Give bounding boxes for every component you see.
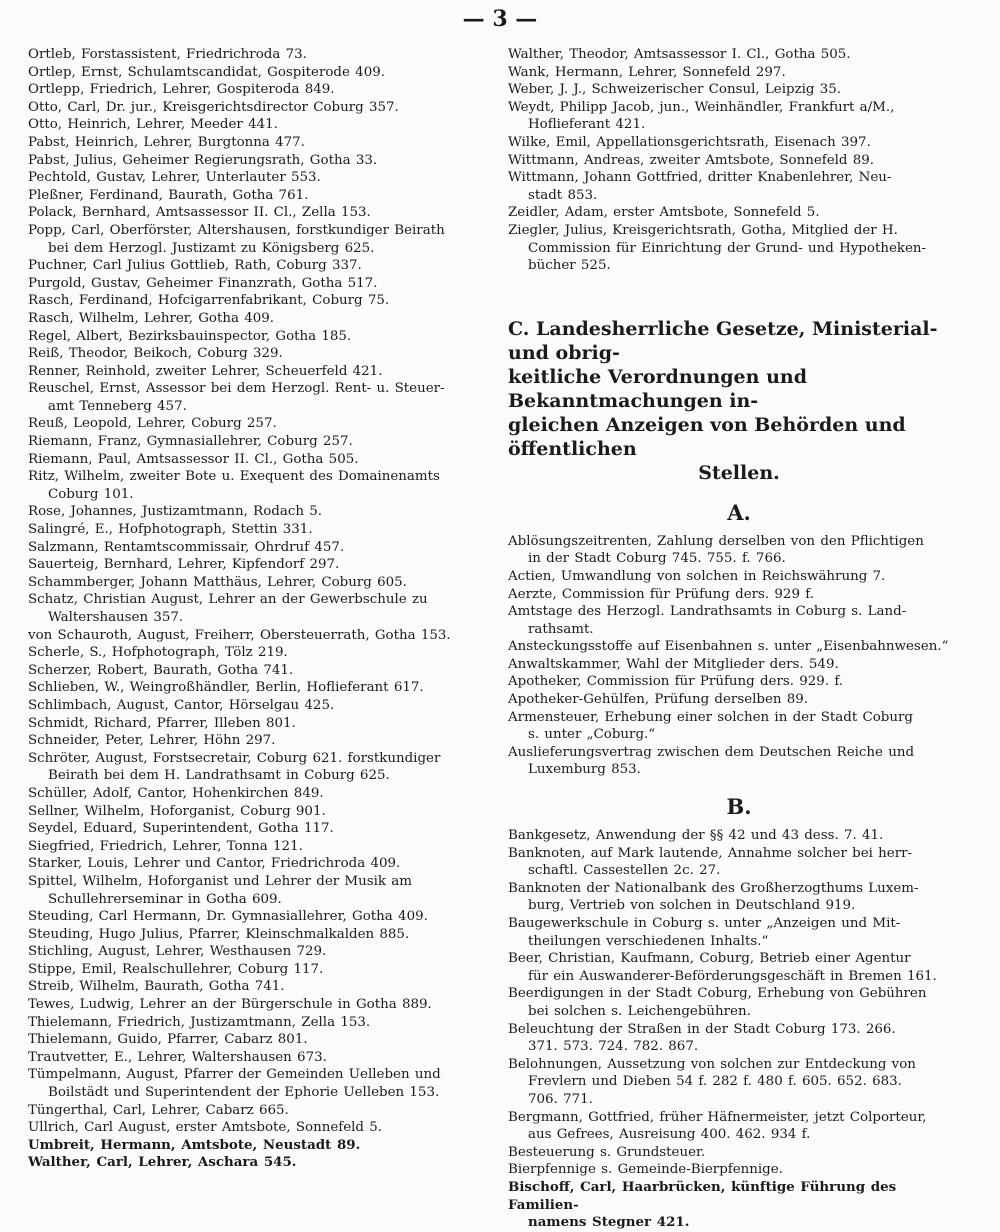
- entry-line: Trautvetter, E., Lehrer, Waltershausen 673.: [28, 1049, 327, 1065]
- entry-line: Schlieben, W., Weingroßhändler, Berlin, Hoflieferant 617.: [28, 680, 424, 696]
- entry-line: Walther, Carl, Lehrer, Aschara 545.: [28, 1154, 297, 1171]
- entry-line: Steuding, Hugo Julius, Pfarrer, Kleinschmalkalden 885.: [28, 926, 410, 942]
- name-entry: [28, 1137, 492, 1155]
- name-entry: [28, 803, 492, 821]
- entry-line: Ortlep, Ernst, Schulamtscandidat, Gospiterode 409.: [28, 64, 385, 80]
- right-column: [508, 46, 970, 1232]
- section-heading-line: keitliche Verordnungen und Bekanntmachungen in-: [508, 365, 807, 412]
- entry-line: Tüngerthal, Carl, Lehrer, Cabarz 665.: [28, 1102, 289, 1118]
- entry-line: Thielemann, Friedrich, Justizamtmann, Zella 153.: [28, 1014, 371, 1030]
- entry-line: Thielemann, Guido, Pfarrer, Cabarz 801.: [28, 1032, 308, 1048]
- section-heading-line: gleichen Anzeigen von Behörden und öffentlichen: [508, 413, 906, 460]
- name-entry: [28, 468, 492, 503]
- entry-line: Starker, Louis, Lehrer und Cantor, Friedrichroda 409.: [28, 856, 401, 872]
- subject-entry: [508, 744, 970, 779]
- entry-line: Ablösungszeitrenten, Zahlung derselben von den Pflichtigen: [508, 533, 924, 549]
- entry-continuation: stadt 853.: [528, 187, 598, 203]
- section-heading-line: Stellen.: [698, 461, 780, 484]
- name-entry: [28, 187, 492, 205]
- entry-line: Riemann, Paul, Amtsassessor II. Cl., Gotha 505.: [28, 451, 359, 467]
- entry-line: Reiß, Theodor, Beikoch, Coburg 329.: [28, 346, 283, 362]
- name-entry: [28, 556, 492, 574]
- entry-line: Schatz, Christian August, Lehrer an der Gewerbschule zu: [28, 592, 428, 608]
- name-entry: [28, 415, 492, 433]
- name-entry: [508, 81, 970, 99]
- entry-line: Riemann, Franz, Gymnasiallehrer, Coburg 257.: [28, 434, 353, 450]
- entry-line: Umbreit, Hermann, Amtsbote, Neustadt 89.: [28, 1136, 361, 1153]
- name-entry: [28, 591, 492, 626]
- entry-line: Banknoten der Nationalbank des Großherzogthums Luxem-: [508, 880, 919, 896]
- entry-line: Besteuerung s. Grundsteuer.: [508, 1144, 706, 1160]
- entry-line: Stichling, August, Lehrer, Westhausen 729.: [28, 944, 327, 960]
- entry-line: Zeidler, Adam, erster Amtsbote, Sonnefeld 5.: [508, 205, 820, 221]
- name-entry: [28, 662, 492, 680]
- name-entry: [28, 838, 492, 856]
- name-entry: [28, 574, 492, 592]
- entry-continuation: 371. 573. 724. 782. 867.: [528, 1039, 699, 1055]
- entry-continuation: für ein Auswanderer-Beförderungsgeschäft in Bremen 161.: [528, 968, 937, 984]
- entry-line: Steuding, Carl Hermann, Dr. Gymnasiallehrer, Gotha 409.: [28, 909, 428, 925]
- entry-line: Bischoff, Carl, Haarbrücken, künftige Führung des Familien-: [508, 1178, 897, 1213]
- name-entry: [28, 433, 492, 451]
- entry-line: Actien, Umwandlung von solchen in Reichswährung 7.: [508, 568, 886, 584]
- entry-line: Renner, Reinhold, zweiter Lehrer, Scheuerfeld 421.: [28, 363, 383, 379]
- entry-continuation: Boilstädt und Superintendent der Ephorie Uelleben 153.: [48, 1085, 440, 1101]
- name-entry: [28, 81, 492, 99]
- entry-line: Salingré, E., Hofphotograph, Stettin 331.: [28, 522, 313, 538]
- entry-continuation: theilungen verschiedenen Inhalts.“: [528, 933, 769, 949]
- entry-line: Schneider, Peter, Lehrer, Höhn 297.: [28, 733, 276, 749]
- entry-line: Aerzte, Commission für Prüfung ders. 929 f.: [508, 586, 814, 602]
- subject-entry: [508, 1161, 970, 1179]
- name-entry: [28, 679, 492, 697]
- name-entry: [28, 1031, 492, 1049]
- entry-line: Puchner, Carl Julius Gottlieb, Rath, Coburg 337.: [28, 258, 362, 274]
- entry-line: Apotheker, Commission für Prüfung ders. 929. f.: [508, 674, 844, 690]
- entry-line: Schammberger, Johann Matthäus, Lehrer, Coburg 605.: [28, 574, 407, 590]
- entry-continuation: Beirath bei dem H. Landrathsamt in Coburg 625.: [48, 768, 390, 784]
- entry-line: Ortleb, Forstassistent, Friedrichroda 73.: [28, 47, 307, 62]
- name-entry: [28, 451, 492, 469]
- entry-line: Popp, Carl, Oberförster, Altershausen, forstkundiger Beirath: [28, 222, 445, 238]
- name-entry: [28, 1102, 492, 1120]
- name-entry: [28, 820, 492, 838]
- name-entry: [508, 152, 970, 170]
- subject-entry: [508, 709, 970, 744]
- entry-line: Siegfried, Friedrich, Lehrer, Tonna 121.: [28, 838, 303, 854]
- subject-entry: [508, 915, 970, 950]
- letter-heading-a: A.: [727, 499, 751, 525]
- subject-entry: [508, 1179, 970, 1232]
- entry-line: Pabst, Heinrich, Lehrer, Burgtonna 477.: [28, 134, 305, 150]
- entry-line: Seydel, Eduard, Superintendent, Gotha 117.: [28, 821, 334, 837]
- name-entry: [508, 64, 970, 82]
- name-entry: [28, 1049, 492, 1067]
- name-entry: [28, 310, 492, 328]
- name-entry: [28, 1014, 492, 1032]
- entry-continuation: 706. 771.: [528, 1091, 593, 1107]
- name-entry: [508, 99, 970, 134]
- entry-line: Scherle, S., Hofphotograph, Tölz 219.: [28, 645, 288, 661]
- name-entry: [28, 275, 492, 293]
- name-entry: [28, 1119, 492, 1137]
- entry-line: Regel, Albert, Bezirksbauinspector, Gotha 185.: [28, 328, 352, 344]
- entry-line: Purgold, Gustav, Geheimer Finanzrath, Gotha 517.: [28, 275, 378, 291]
- entry-continuation: Frevlern und Dieben 54 f. 282 f. 480 f. 605. 652. 683.: [528, 1074, 902, 1090]
- entry-line: Reuß, Leopold, Lehrer, Coburg 257.: [28, 416, 277, 432]
- subject-entry: [508, 533, 970, 568]
- name-entry: [28, 715, 492, 733]
- entry-line: Ziegler, Julius, Kreisgerichtsrath, Gotha, Mitglied der H.: [508, 222, 898, 238]
- name-entry: [28, 1066, 492, 1101]
- name-entry: [28, 345, 492, 363]
- entry-line: Salzmann, Rentamtscommissair, Ohrdruf 457.: [28, 539, 345, 555]
- entry-line: Stippe, Emil, Realschullehrer, Coburg 117.: [28, 961, 324, 977]
- subject-entry: [508, 880, 970, 915]
- entry-line: Bierpfennige s. Gemeinde-Bierpfennige.: [508, 1162, 783, 1178]
- entry-line: Ritz, Wilhelm, zweiter Bote u. Exequent des Domainenamts: [28, 469, 440, 485]
- entry-line: Otto, Carl, Dr. jur., Kreisgerichtsdirector Coburg 357.: [28, 99, 399, 115]
- name-entry: [28, 873, 492, 908]
- entry-line: Pechtold, Gustav, Lehrer, Unterlauter 553.: [28, 170, 321, 186]
- name-entry: [28, 116, 492, 134]
- name-entry: [28, 785, 492, 803]
- entry-line: Bergmann, Gottfried, früher Häfnermeister, jetzt Colporteur,: [508, 1109, 927, 1125]
- entry-line: Bankgesetz, Anwendung der §§ 42 und 43 dess. 7. 41.: [508, 828, 884, 844]
- section-heading-line: C. Landesherrliche Gesetze, Ministerial- und obrig-: [508, 317, 938, 364]
- name-entry: [28, 855, 492, 873]
- entry-line: Rasch, Wilhelm, Lehrer, Gotha 409.: [28, 310, 275, 326]
- entry-line: Sauerteig, Bernhard, Lehrer, Kipfendorf 297.: [28, 557, 340, 573]
- name-entry: [28, 961, 492, 979]
- entry-line: Beleuchtung der Straßen in der Stadt Coburg 173. 266.: [508, 1021, 896, 1037]
- name-entry: [28, 328, 492, 346]
- letter-heading-b: B.: [726, 794, 752, 820]
- name-entry: [28, 134, 492, 152]
- entry-line: Walther, Theodor, Amtsassessor I. Cl., Gotha 505.: [508, 47, 851, 62]
- entry-line: Otto, Heinrich, Lehrer, Meeder 441.: [28, 117, 278, 133]
- subject-entry: [508, 673, 970, 691]
- entry-line: Wittmann, Andreas, zweiter Amtsbote, Sonnefeld 89.: [508, 152, 875, 168]
- entry-continuation: bücher 525.: [528, 258, 611, 274]
- entry-line: Amtstage des Herzogl. Landrathsamts in Coburg s. Land-: [508, 604, 907, 620]
- name-entry: [28, 732, 492, 750]
- name-entry: [28, 46, 492, 64]
- entry-line: Wilke, Emil, Appellationsgerichtsrath, Eisenach 397.: [508, 134, 871, 150]
- entry-line: Rose, Johannes, Justizamtmann, Rodach 5.: [28, 504, 322, 520]
- name-entry: [28, 644, 492, 662]
- subject-entry: [508, 845, 970, 880]
- entry-line: Schmidt, Richard, Pfarrer, Illeben 801.: [28, 715, 296, 731]
- subject-entry: [508, 1109, 970, 1144]
- name-entry: [28, 204, 492, 222]
- entry-line: Weydt, Philipp Jacob, jun., Weinhändler, Frankfurt a/M.,: [508, 99, 895, 115]
- name-entry: [28, 99, 492, 117]
- name-entry: [28, 292, 492, 310]
- entry-line: Ortlepp, Friedrich, Lehrer, Gospiteroda 849.: [28, 82, 335, 98]
- name-entry: [28, 996, 492, 1014]
- entry-continuation: rathsamt.: [528, 621, 594, 637]
- entry-line: Tewes, Ludwig, Lehrer an der Bürgerschule in Gotha 889.: [28, 997, 432, 1013]
- name-entry: [28, 978, 492, 996]
- entry-line: Sellner, Wilhelm, Hoforganist, Coburg 901.: [28, 803, 326, 819]
- name-entry: [28, 697, 492, 715]
- entries-a-list: [508, 533, 970, 779]
- entry-line: Reuschel, Ernst, Assessor bei dem Herzogl. Rent- u. Steuer-: [28, 381, 445, 397]
- subject-entry: [508, 1056, 970, 1109]
- left-column: [28, 46, 492, 1172]
- name-entry: [28, 908, 492, 926]
- entry-line: Rasch, Ferdinand, Hofcigarrenfabrikant, Coburg 75.: [28, 293, 390, 309]
- entry-line: Beer, Christian, Kaufmann, Coburg, Betrieb einer Agentur: [508, 951, 911, 967]
- entry-line: Schüller, Adolf, Cantor, Hohenkirchen 849.: [28, 785, 324, 801]
- entry-line: Baugewerkschule in Coburg s. unter „Anzeigen und Mit-: [508, 916, 901, 931]
- entry-line: Schröter, August, Forstsecretair, Coburg 621. forstkundiger: [28, 750, 441, 766]
- entry-line: Ullrich, Carl August, erster Amtsbote, Sonnefeld 5.: [28, 1120, 383, 1136]
- entry-line: Polack, Bernhard, Amtsassessor II. Cl., Zella 153.: [28, 205, 371, 221]
- subject-entry: [508, 603, 970, 638]
- subject-entry: [508, 638, 970, 656]
- entry-line: Belohnungen, Aussetzung von solchen zur Entdeckung von: [508, 1056, 916, 1072]
- subject-entry: [508, 827, 970, 845]
- entry-line: Tümpelmann, August, Pfarrer der Gemeinden Uelleben und: [28, 1067, 441, 1083]
- name-entry: [508, 169, 970, 204]
- entry-continuation: aus Gefrees, Ausreisung 400. 462. 934 f.: [528, 1127, 811, 1143]
- subject-entry: [508, 586, 970, 604]
- entry-continuation: burg, Vertrieb von solchen in Deutschland 919.: [528, 898, 856, 914]
- name-index-continued: [508, 46, 970, 275]
- subject-entry: [508, 1021, 970, 1056]
- entry-line: Anwaltskammer, Wahl der Mitglieder ders. 549.: [508, 656, 839, 672]
- name-entry: [28, 64, 492, 82]
- name-entry: [28, 750, 492, 785]
- entry-line: Scherzer, Robert, Baurath, Gotha 741.: [28, 662, 294, 678]
- subject-entry: [508, 656, 970, 674]
- name-entry: [28, 503, 492, 521]
- name-entry: [28, 926, 492, 944]
- entry-continuation: Hoflieferant 421.: [528, 117, 646, 133]
- name-entry: [508, 222, 970, 275]
- page-number: — 3 —: [462, 6, 538, 32]
- name-entry: [28, 521, 492, 539]
- entry-continuation: Commission für Einrichtung der Grund- und Hypotheken-: [528, 240, 927, 256]
- entry-continuation: s. unter „Coburg.“: [528, 727, 656, 743]
- name-entry: [28, 539, 492, 557]
- name-entry: [28, 943, 492, 961]
- section-heading-c: [508, 317, 970, 485]
- entry-line: Spittel, Wilhelm, Hoforganist und Lehrer der Musik am: [28, 873, 412, 889]
- name-entry: [28, 627, 492, 645]
- entry-line: Ansteckungsstoffe auf Eisenbahnen s. unter „Eisenbahnwesen.“: [508, 639, 949, 655]
- entry-continuation: bei dem Herzogl. Justizamt zu Königsberg 625.: [48, 240, 375, 256]
- name-entry: [28, 222, 492, 257]
- entries-b-list: [508, 827, 970, 1232]
- entry-continuation: in der Stadt Coburg 745. 755. f. 766.: [528, 551, 786, 567]
- entry-line: Armensteuer, Erhebung einer solchen in der Stadt Coburg: [508, 709, 913, 725]
- subject-entry: [508, 1144, 970, 1162]
- entry-line: Auslieferungsvertrag zwischen dem Deutschen Reiche und: [508, 744, 915, 760]
- name-entry: [508, 46, 970, 64]
- subject-entry: [508, 691, 970, 709]
- entry-line: Pabst, Julius, Geheimer Regierungsrath, Gotha 33.: [28, 152, 378, 168]
- entry-line: Wittmann, Johann Gottfried, dritter Knabenlehrer, Neu-: [508, 170, 892, 186]
- name-entry: [28, 152, 492, 170]
- subject-entry: [508, 950, 970, 985]
- entry-continuation: amt Tenneberg 457.: [48, 398, 187, 414]
- entry-continuation: schaftl. Cassestellen 2c. 27.: [528, 863, 721, 879]
- entry-continuation: Waltershausen 357.: [48, 610, 184, 625]
- entry-line: Schlimbach, August, Cantor, Hörselgau 425.: [28, 697, 335, 713]
- name-entry: [28, 257, 492, 275]
- entry-line: Streib, Wilhelm, Baurath, Gotha 741.: [28, 979, 285, 995]
- name-entry: [28, 363, 492, 381]
- entry-continuation: Coburg 101.: [48, 486, 134, 502]
- name-entry: [508, 204, 970, 222]
- name-entry: [28, 169, 492, 187]
- subject-entry: [508, 985, 970, 1020]
- entry-line: Wank, Hermann, Lehrer, Sonnefeld 297.: [508, 64, 786, 80]
- entry-line: Pleßner, Ferdinand, Baurath, Gotha 761.: [28, 187, 309, 203]
- entry-continuation: Schullehrerseminar in Gotha 609.: [48, 891, 282, 907]
- entry-line: Banknoten, auf Mark lautende, Annahme solcher bei herr-: [508, 845, 913, 861]
- entry-continuation: namens Stegner 421.: [528, 1214, 690, 1231]
- entry-line: Weber, J. J., Schweizerischer Consul, Leipzig 35.: [508, 82, 842, 98]
- entry-continuation: bei solchen s. Leichengebühren.: [528, 1003, 751, 1019]
- entry-line: von Schauroth, August, Freiherr, Obersteuerrath, Gotha 153.: [28, 627, 451, 643]
- entry-line: Apotheker-Gehülfen, Prüfung derselben 89.: [508, 692, 809, 708]
- entry-line: Beerdigungen in der Stadt Coburg, Erhebung von Gebühren: [508, 986, 927, 1002]
- name-entry: [508, 134, 970, 152]
- name-entry: [28, 380, 492, 415]
- entry-continuation: Luxemburg 853.: [528, 762, 641, 778]
- subject-entry: [508, 568, 970, 586]
- name-entry: [28, 1154, 492, 1172]
